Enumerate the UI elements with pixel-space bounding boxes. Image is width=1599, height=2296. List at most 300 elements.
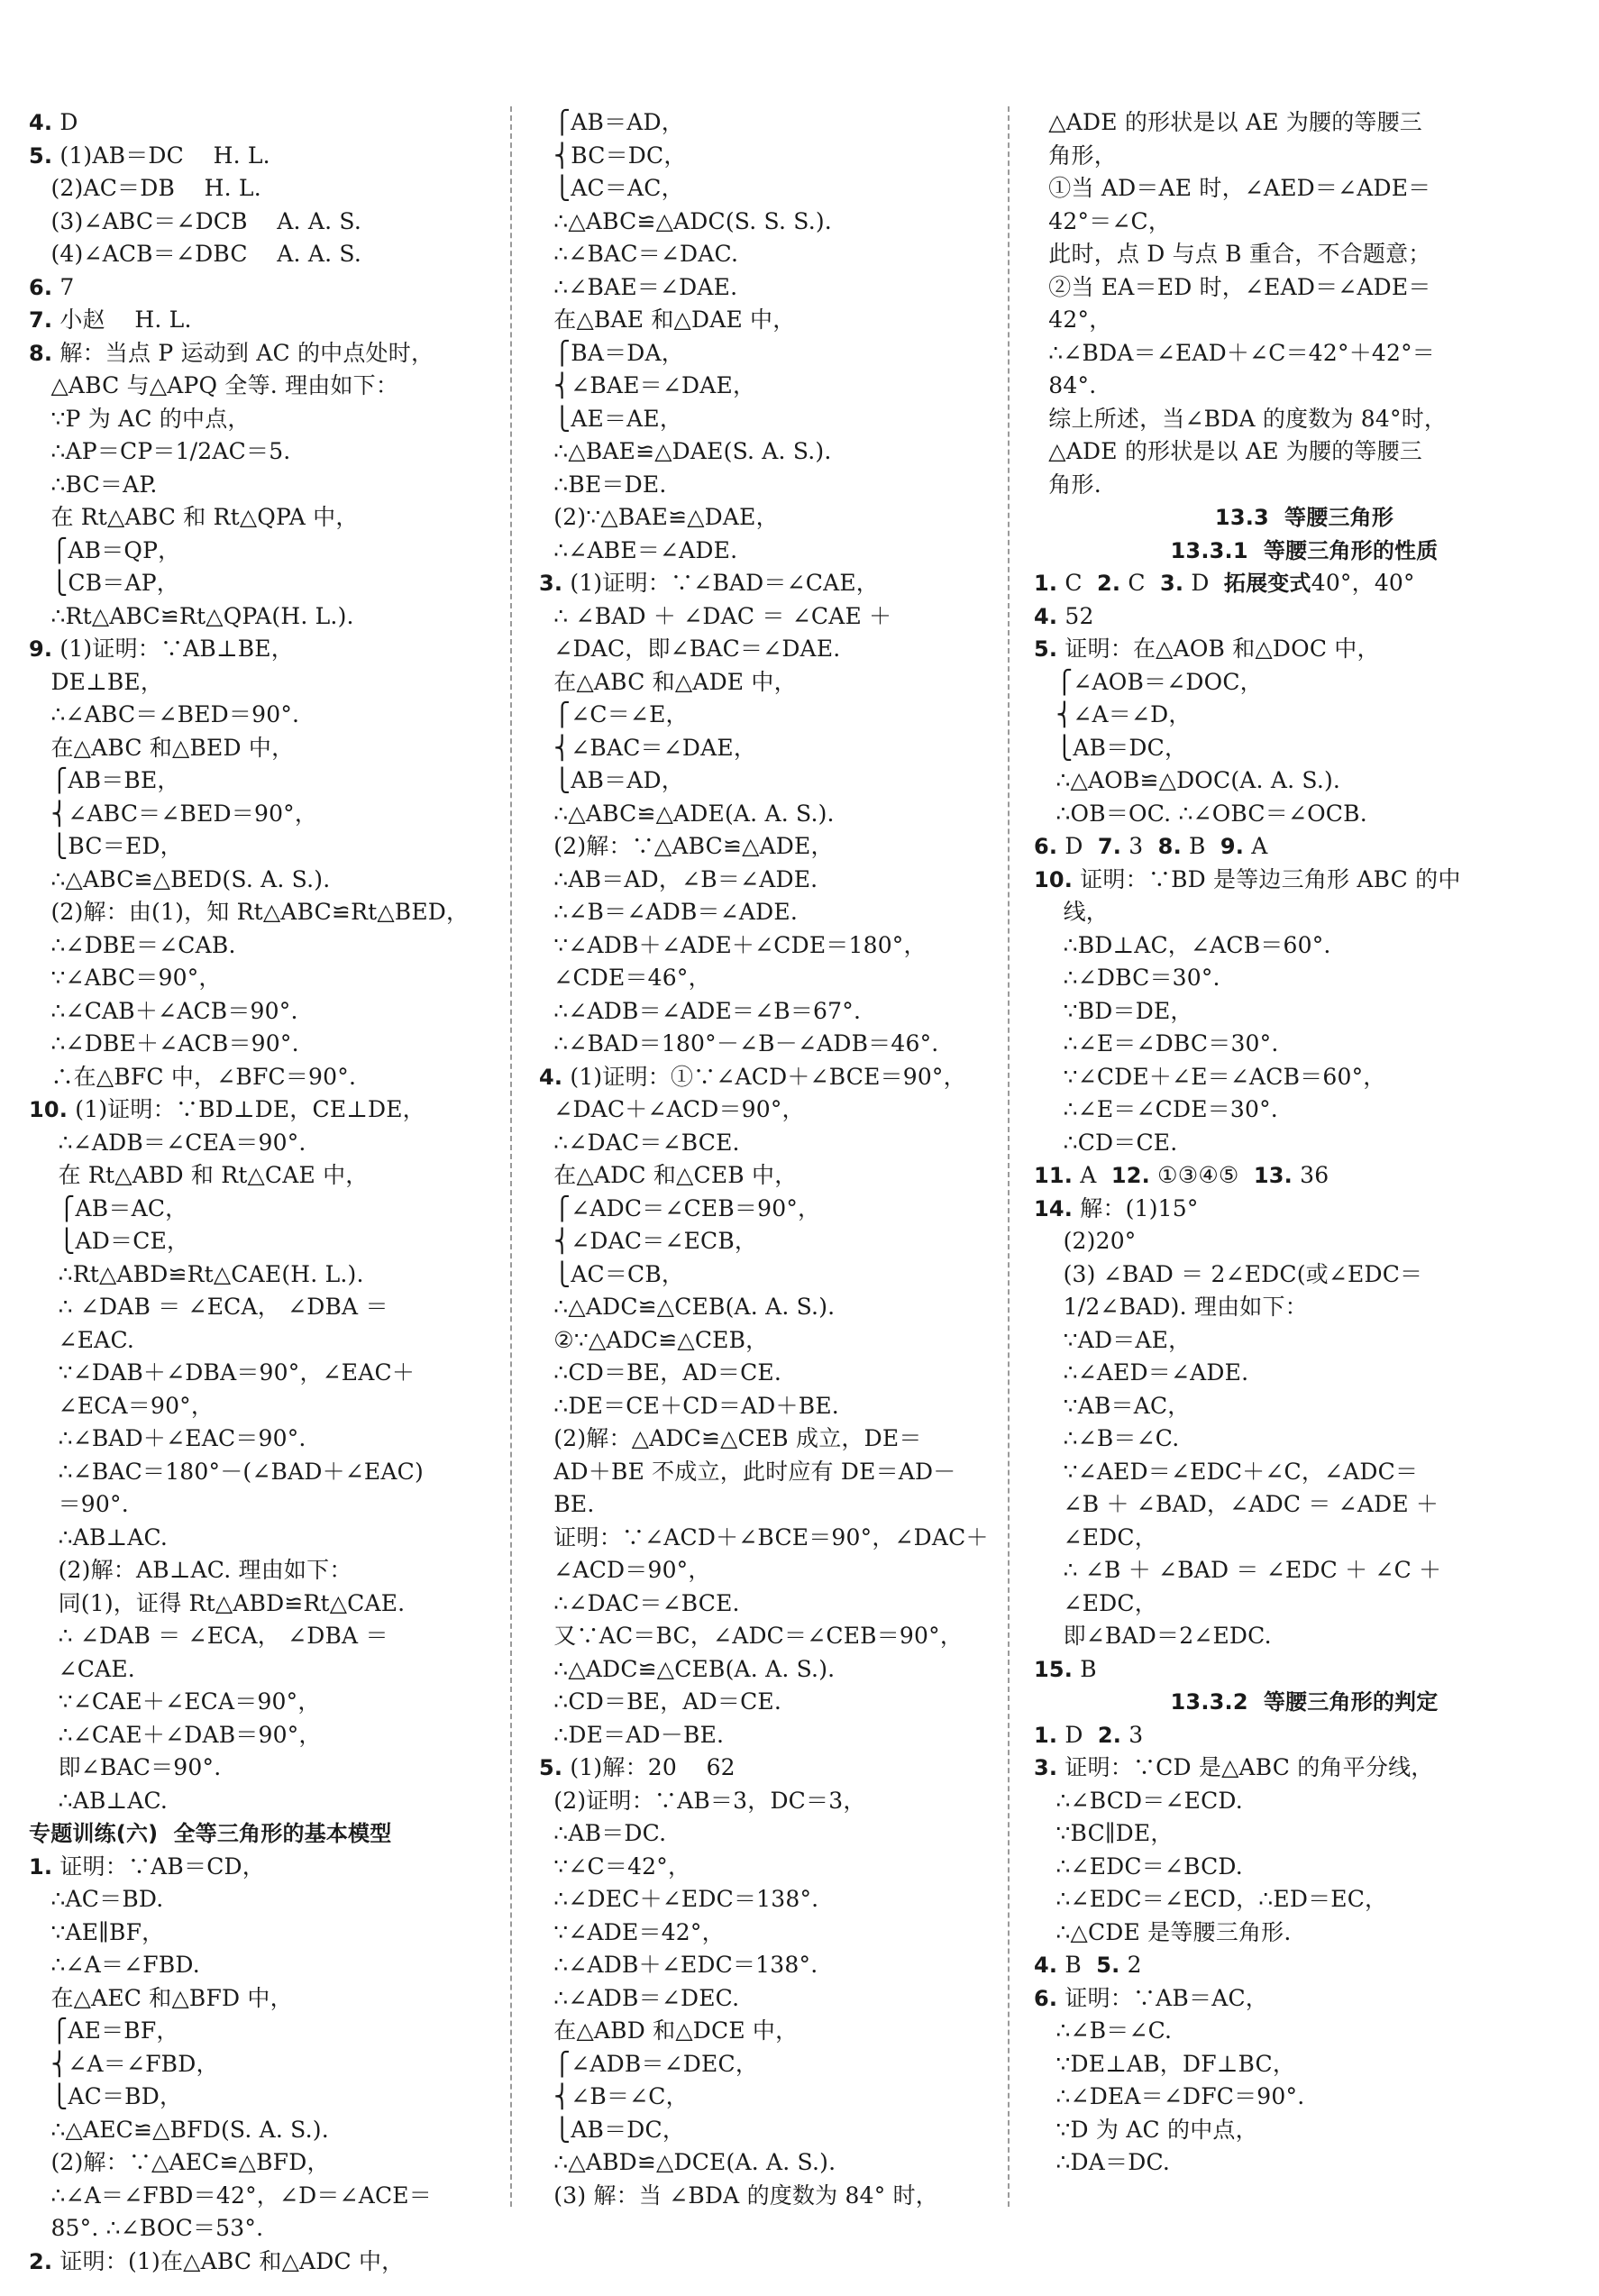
answer-line [29,666,498,700]
answer-text: C [1057,570,1097,596]
answer-text: ∴∠DEA＝∠DFC＝90°. [1034,2083,1305,2109]
answer-text: ∵∠DAB＋∠DBA＝90°，∠EAC＋ [29,1359,416,1386]
answer-text: △ADE 的形状是以 AE 为腰的等腰三 [1034,109,1423,135]
answer-line [29,1554,498,1587]
answer-text: ∠ACD＝90°， [539,1557,711,1583]
answer-line [1034,1456,1575,1489]
answer-line [29,1982,498,2016]
answer-text: ∴△BAE≌△DAE(S. A. S.). [539,438,832,464]
answer-line [1034,1093,1575,1127]
answer-line [29,2212,498,2246]
answer-line [29,1093,498,1127]
answer-text: ∴∠BCD＝∠ECD. [1034,1787,1243,1814]
answer-text: ∠EDC， [1034,1523,1157,1550]
answer-line [1034,830,1575,864]
answer-line [1034,1522,1575,1555]
answer-line [539,172,990,206]
answer-text: 证明：(1)在△ABC 和△ADC 中， [52,2247,405,2274]
question-number: 6. [1034,1985,1058,2011]
answer-line [29,2146,498,2180]
answer-line [1034,1127,1575,1160]
answer-text: D [1057,833,1098,859]
answer-line [29,1159,498,1193]
answer-text: ∴△AEC≌△BFD(S. A. S.). [29,2116,329,2143]
answer-line [29,403,498,436]
answer-text: 在△ADC 和△CEB 中， [539,1162,798,1188]
answer-text: ①当 AD＝AE 时，∠AED＝∠ADE＝ [1034,175,1431,201]
answer-text: ∴∠AED＝∠ADE. [1034,1359,1249,1386]
answer-line [1034,1193,1575,1226]
answer-column-3 [1034,106,1575,2296]
answer-line [539,1291,990,1324]
answer-text: (2)∵△BAE≌△DAE， [539,504,779,530]
answer-text: ∴∠DBE＋∠ACB＝90°. [29,1030,299,1057]
answer-text: 角形. [1034,471,1101,498]
answer-text: ∴在△BFC 中，∠BFC＝90°. [29,1063,357,1090]
answer-text: 85°. ∴∠BOC＝53°. [29,2215,264,2241]
answer-text: 在△ABC 和△BED 中， [29,734,295,761]
answer-line [539,1193,990,1226]
answer-text: ∵AD＝AE， [1034,1326,1192,1353]
answer-text: ∴∠E＝∠DBC＝30°. [1034,1030,1279,1057]
answer-text: ∴∠ADB＝∠DEC. [539,1984,740,2011]
answer-text: ∵∠CDE＋∠E＝∠ACB＝60°， [1034,1063,1386,1090]
answer-text: ∠DAC，即∠BAC＝∠DAE. [539,636,841,662]
answer-line [1034,2114,1575,2147]
answer-line [539,864,990,897]
answer-text: ⎧AE＝BF， [29,2017,179,2044]
answer-line [539,535,990,568]
answer-text: ⎨∠B＝∠C， [539,2083,689,2109]
answer-line [1034,633,1575,666]
answer-text: AD＋BE 不成立，此时应有 DE＝AD－ [539,1458,956,1485]
answer-text: ⎧∠AOB＝∠DOC， [1034,668,1263,695]
answer-line [539,1817,990,1851]
answer-text: 证明：在△AOB 和△DOC 中， [1057,636,1380,662]
answer-text: 解：当点 P 运动到 AC 的中点处时， [52,339,434,366]
answer-text: ⎨BC＝DC， [539,142,687,169]
answer-text: ∴ ∠BAD ＋ ∠DAC ＝ ∠CAE ＋ [539,602,892,629]
answer-line [539,929,990,963]
answer-line [1034,1028,1575,1061]
answer-text: 又∵AC＝BC，∠ADC＝∠CEB＝90°， [539,1623,964,1649]
answer-text: ∴△ABC≌△ADC(S. S. S.). [539,207,832,234]
answer-text: ∴ ∠DAB ＝ ∠ECA， ∠DBA ＝ [29,1294,388,1320]
answer-text: ②∵△ADC≌△CEB， [539,1326,769,1353]
answer-line [539,206,990,239]
answer-line [1034,1258,1575,1292]
answer-line [29,699,498,732]
answer-text: ∴∠B＝∠C. [1034,2017,1173,2044]
answer-line [539,2180,990,2213]
question-number: 1. [29,1853,53,1880]
answer-line [1034,1653,1575,1687]
answer-text: 3 [1121,1721,1144,1748]
answer-text: ∴∠DAC＝∠BCE. [539,1589,740,1616]
answer-text: 即∠BAC＝90°. [29,1754,222,1780]
answer-line [29,1785,498,1818]
topic-heading: 专题训练(六) 全等三角形的基本模型 [29,1821,392,1846]
answer-text: ∴BD⊥AC，∠ACB＝60°. [1034,931,1331,958]
question-number: 6. [29,274,53,300]
answer-line [29,864,498,897]
answer-text: ∠CAE. [29,1655,135,1682]
answer-line [29,435,498,469]
answer-text: ⎨∠A＝∠D， [1034,701,1192,727]
answer-text: 2 [1119,1952,1142,1978]
answer-line [1034,1587,1575,1621]
answer-text: ⎩AB＝DC， [539,2116,686,2143]
answer-line [539,1522,990,1555]
answer-line [539,699,990,732]
question-number: 拓展变式 [1223,571,1311,596]
answer-text: A [1244,833,1268,859]
question-number: 5. [1096,1953,1120,1978]
answer-text: ⎩AB＝AD， [539,767,684,793]
answer-line [29,271,498,305]
answer-line [539,1752,990,1785]
question-number: 9. [29,636,53,662]
answer-line [539,1686,990,1719]
answer-line [539,140,990,173]
answer-line [539,2048,990,2081]
answer-line [29,1357,498,1390]
answer-text: ∴△ABC≌△BED(S. A. S.). [29,865,331,892]
answer-line [539,633,990,666]
question-number: 8. [1157,834,1182,859]
answer-line [539,238,990,271]
answer-text: 40°，40° [1311,570,1415,596]
answer-text: (3)∠ABC＝∠DCB A. A. S. [29,207,361,234]
answer-text: (3) ∠BAD ＝ 2∠EDC(或∠EDC＝ [1034,1260,1423,1287]
answer-text: (2)20° [1034,1228,1137,1254]
answer-text: 3 [1121,833,1158,859]
answer-line [29,1488,498,1522]
answer-line [539,1653,990,1687]
answer-text: 证明：∵∠ACD＋∠BCE＝90°，∠DAC＋ [539,1523,989,1550]
answer-text: ∠EAC. [29,1326,135,1353]
question-number: 9. [1220,834,1245,859]
answer-line [1034,1225,1575,1258]
answer-line [29,1258,498,1292]
answer-line [1034,600,1575,634]
answer-text: ⎩CB＝AP， [29,570,179,596]
answer-line [539,732,990,765]
answer-text: ∴∠ADB＝∠CEA＝90°. [29,1129,306,1156]
answer-line [539,567,990,600]
answer-column-1 [29,106,498,2296]
answer-line [29,1686,498,1719]
answer-line [29,370,498,403]
answer-text: (2)解：AB⊥AC. 理由如下： [29,1557,352,1583]
answer-line [29,1028,498,1061]
answer-line [1034,1422,1575,1456]
answer-text: 证明：∵AB＝AC， [1057,1984,1268,2011]
answer-text: ∴Rt△ABD≌Rt△CAE(H. L.). [29,1260,364,1287]
answer-line [539,995,990,1029]
answer-text: 解：(1)15° [1073,1194,1199,1221]
answer-text: (2)解：∵△AEC≌△BFD， [29,2149,330,2175]
answer-line [1034,238,1575,271]
answer-line [29,732,498,765]
answer-text: 42°， [1034,306,1112,333]
answer-text: (4)∠ACB＝∠DBC A. A. S. [29,241,361,267]
answer-text: ⎩BC＝ED， [29,833,183,859]
answer-line [539,501,990,535]
answer-text: 在△ABC 和△ADE 中， [539,668,797,695]
question-number: 14. [1034,1195,1074,1221]
answer-line [29,1390,498,1423]
answer-text: ∴∠BDA＝∠EAD＋∠C＝42°＋42°＝ [1034,339,1436,366]
answer-line [29,1456,498,1489]
answer-text: ⎧AB＝AD， [539,109,684,135]
answer-line [29,995,498,1029]
answer-line [29,567,498,600]
section-heading: 13.3.1 等腰三角形的性质 [1170,537,1439,563]
answer-line [29,238,498,271]
answer-line [29,830,498,864]
answer-line [1034,2015,1575,2048]
answer-line [539,1422,990,1456]
answer-text: ∴CD＝BE，AD＝CE. [539,1688,782,1715]
answer-line [29,1883,498,1916]
answer-line [539,1785,990,1818]
answer-line [539,2146,990,2180]
answer-line [539,1488,990,1522]
answer-line [1034,798,1575,831]
answer-text: (1)解：20 62 [562,1754,736,1780]
answer-line [539,1554,990,1587]
answer-line [1034,206,1575,239]
answer-line [29,535,498,568]
answer-text: ⎧BA＝DA， [539,339,684,366]
answer-text: ∵BD＝DE， [1034,997,1193,1024]
answer-text: ∠ECA＝90°， [29,1392,215,1419]
answer-text: ⎩AC＝CB， [539,1260,685,1287]
answer-text: 线， [1034,899,1109,925]
answer-text: ∵D 为 AC 的中点， [1034,2116,1258,2143]
answer-line [1034,1291,1575,1324]
answer-text: ∴∠ADB＋∠EDC＝138°. [539,1952,818,1978]
answer-text: ⎩AB＝DC， [1034,734,1188,761]
answer-text: 证明：∵AB＝CD， [52,1852,265,1880]
question-number: 12. [1110,1163,1150,1188]
answer-text: ∴△CDE 是等腰三角形. [1034,1918,1292,1945]
answer-line [1034,1883,1575,1916]
answer-line [1034,1949,1575,1982]
answer-text: ∴∠E＝∠CDE＝30°. [1034,1096,1278,1122]
question-number: 10. [29,1097,69,1122]
answer-text: ∴∠A＝∠FBD＝42°，∠D＝∠ACE＝ [29,2182,432,2209]
answer-text: D [1057,1721,1098,1748]
question-number: 4. [1034,603,1058,629]
answer-text: 在△ABD 和△DCE 中， [539,2017,799,2044]
answer-text: 在△AEC 和△BFD 中， [29,1984,293,2011]
answer-text: ∵∠ABC＝90°， [29,965,222,991]
answer-line [29,962,498,995]
answer-text: ∴OB＝OC. ∴∠OBC＝∠OCB. [1034,800,1367,827]
question-number: 10. [1034,866,1074,892]
question-number: 1. [1034,571,1058,596]
answer-line [29,1653,498,1687]
answer-text: ∴∠B＝∠ADB＝∠ADE. [539,899,798,925]
answer-text: 52 [1057,602,1094,629]
answer-text: ∠EDC， [1034,1589,1157,1616]
question-number: 2. [1097,1722,1122,1748]
answer-line [539,1949,990,1982]
answer-line [539,1883,990,1916]
answer-line [29,2180,498,2213]
answer-line [539,403,990,436]
answer-line [29,2015,498,2048]
section-heading: 13.3 等腰三角形 [1214,505,1394,530]
answer-line [1034,1554,1575,1587]
answer-text: ∴△ADC≌△CEB(A. A. S.). [539,1294,836,1320]
answer-line [29,1291,498,1324]
answer-text: ∴AB＝AD，∠B＝∠ADE. [539,865,818,892]
answer-text: ∴△AOB≌△DOC(A. A. S.). [1034,767,1341,793]
answer-line [539,1851,990,1884]
answer-text: ∴AB⊥AC. [29,1787,169,1814]
answer-line [29,1324,498,1358]
answer-line [539,106,990,140]
answer-line [1034,1916,1575,1950]
answer-line [29,1061,498,1094]
answer-line [29,206,498,239]
answer-text: ∴∠ABC＝∠BED＝90°. [29,701,300,727]
answer-text: C [1120,570,1160,596]
answer-line [1034,995,1575,1029]
answer-column-2 [539,106,990,2296]
answer-text: 1/2∠BAD). 理由如下： [1034,1294,1308,1320]
answer-line [1034,929,1575,963]
answer-line [1034,1357,1575,1390]
question-number: 3. [1034,1755,1058,1780]
answer-line [29,1916,498,1950]
answer-line [539,666,990,700]
answer-line [29,1620,498,1653]
answer-text: ∵AB＝AC， [1034,1392,1191,1419]
question-number: 5. [29,142,53,169]
answer-line [539,1159,990,1193]
answer-text: ⎧AB＝QP， [29,536,181,563]
answer-line [539,2015,990,2048]
answer-text: ∴∠BAD＝180°－∠B－∠ADB＝46°. [539,1030,939,1057]
answer-text: ∴∠BAC＝180°－(∠BAD＋∠EAC) [29,1458,424,1485]
answer-line [1034,732,1575,765]
answer-line [539,2114,990,2147]
question-number: 5. [539,1755,563,1780]
section-heading: 13.3.2 等腰三角形的判定 [1170,1689,1439,1715]
answer-line [29,1719,498,1752]
answer-text: ∠B ＋ ∠BAD，∠ADC ＝ ∠ADE ＋ [1034,1491,1439,1517]
answer-text: ∵DE⊥AB，DF⊥BC， [1034,2050,1296,2077]
answer-text: △ADE 的形状是以 AE 为腰的等腰三 [1034,438,1423,464]
answer-line [29,1422,498,1456]
column-divider-1 [510,106,512,2207]
answer-line [1034,567,1575,600]
answer-line [29,501,498,535]
answer-text: ⎨∠DAC＝∠ECB， [539,1228,758,1254]
answer-line [1034,271,1575,305]
answer-line [29,929,498,963]
answer-text: 证明：∵BD 是等边三角形 ABC 的中 [1073,865,1461,892]
answer-text: 小赵 H. L. [52,306,192,333]
answer-text: ⎨∠ABC＝∠BED＝90°， [29,800,318,827]
answer-line [29,1127,498,1160]
answer-text: ∴ ∠DAB ＝ ∠ECA， ∠DBA ＝ [29,1623,388,1649]
answer-line [29,896,498,929]
answer-text: 证明：∵CD 是△ABC 的角平分线， [1057,1754,1434,1780]
answer-line [539,337,990,370]
answer-line [29,2048,498,2081]
answer-text: ∴∠DAC＝∠BCE. [539,1129,740,1156]
answer-line [1034,337,1575,370]
answer-text: ∴DE＝AD－BE. [539,1721,725,1748]
answer-text: ∴CD＝CE. [1034,1129,1178,1156]
answer-line [1034,896,1575,929]
answer-line [1034,962,1575,995]
answer-text: D [1183,570,1224,596]
answer-line [539,1093,990,1127]
answer-line [539,271,990,305]
answer-line [29,1752,498,1785]
answer-text: ∵BC∥DE， [1034,1820,1174,1846]
answer-text: ∵∠ADE＝42°， [539,1918,725,1945]
question-number: 8. [29,340,53,366]
answer-line [29,106,498,140]
answer-text: ∴AB⊥AC. [29,1523,169,1550]
answer-text: ∴DE＝CE＋CD＝AD＋BE. [539,1392,839,1419]
question-number: 3. [539,571,563,596]
answer-text: ⎩AC＝AC， [539,175,684,201]
answer-line [1034,2146,1575,2180]
answer-text: ∵∠ADB＋∠ADE＋∠CDE＝180°， [539,931,927,958]
question-number: 4. [29,110,53,135]
answer-text: ∴∠ADB＝∠ADE＝∠B＝67°. [539,997,862,1024]
answer-line [539,896,990,929]
answer-line [539,600,990,634]
answer-line [539,1225,990,1258]
answer-line [539,1982,990,2016]
answer-line [29,2114,498,2147]
answer-line [1034,403,1575,436]
answer-text: ⎧∠ADC＝∠CEB＝90°， [539,1194,821,1221]
answer-line [1034,1061,1575,1094]
answer-text: 84°. [1034,372,1097,398]
answer-line [539,469,990,502]
question-number: 6. [1034,834,1058,859]
answer-line [1034,370,1575,403]
answer-line [29,600,498,634]
answer-line [539,1916,990,1950]
answer-line [29,633,498,666]
answer-text: ∴∠ABE＝∠ADE. [539,536,738,563]
answer-text: ⎧AB＝BE， [29,767,180,793]
answer-text: ⎩AD＝CE， [29,1228,190,1254]
answer-text: 角形， [1034,142,1117,169]
answer-text: (3) 解：当 ∠BDA 的度数为 84° 时， [539,2182,938,2209]
answer-text: 7 [52,273,75,300]
question-number: 11. [1034,1163,1074,1188]
answer-line [539,962,990,995]
answer-text: 此时，点 D 与点 B 重合，不合题意； [1034,241,1431,267]
answer-text: ∠DAC＋∠ACD＝90°， [539,1096,805,1122]
answer-line [29,2081,498,2114]
answer-text: ⎩AE＝AE， [539,405,683,432]
answer-text: ②当 EA＝ED 时，∠EAD＝∠ADE＝ [1034,273,1431,300]
answer-line [1034,1390,1575,1423]
